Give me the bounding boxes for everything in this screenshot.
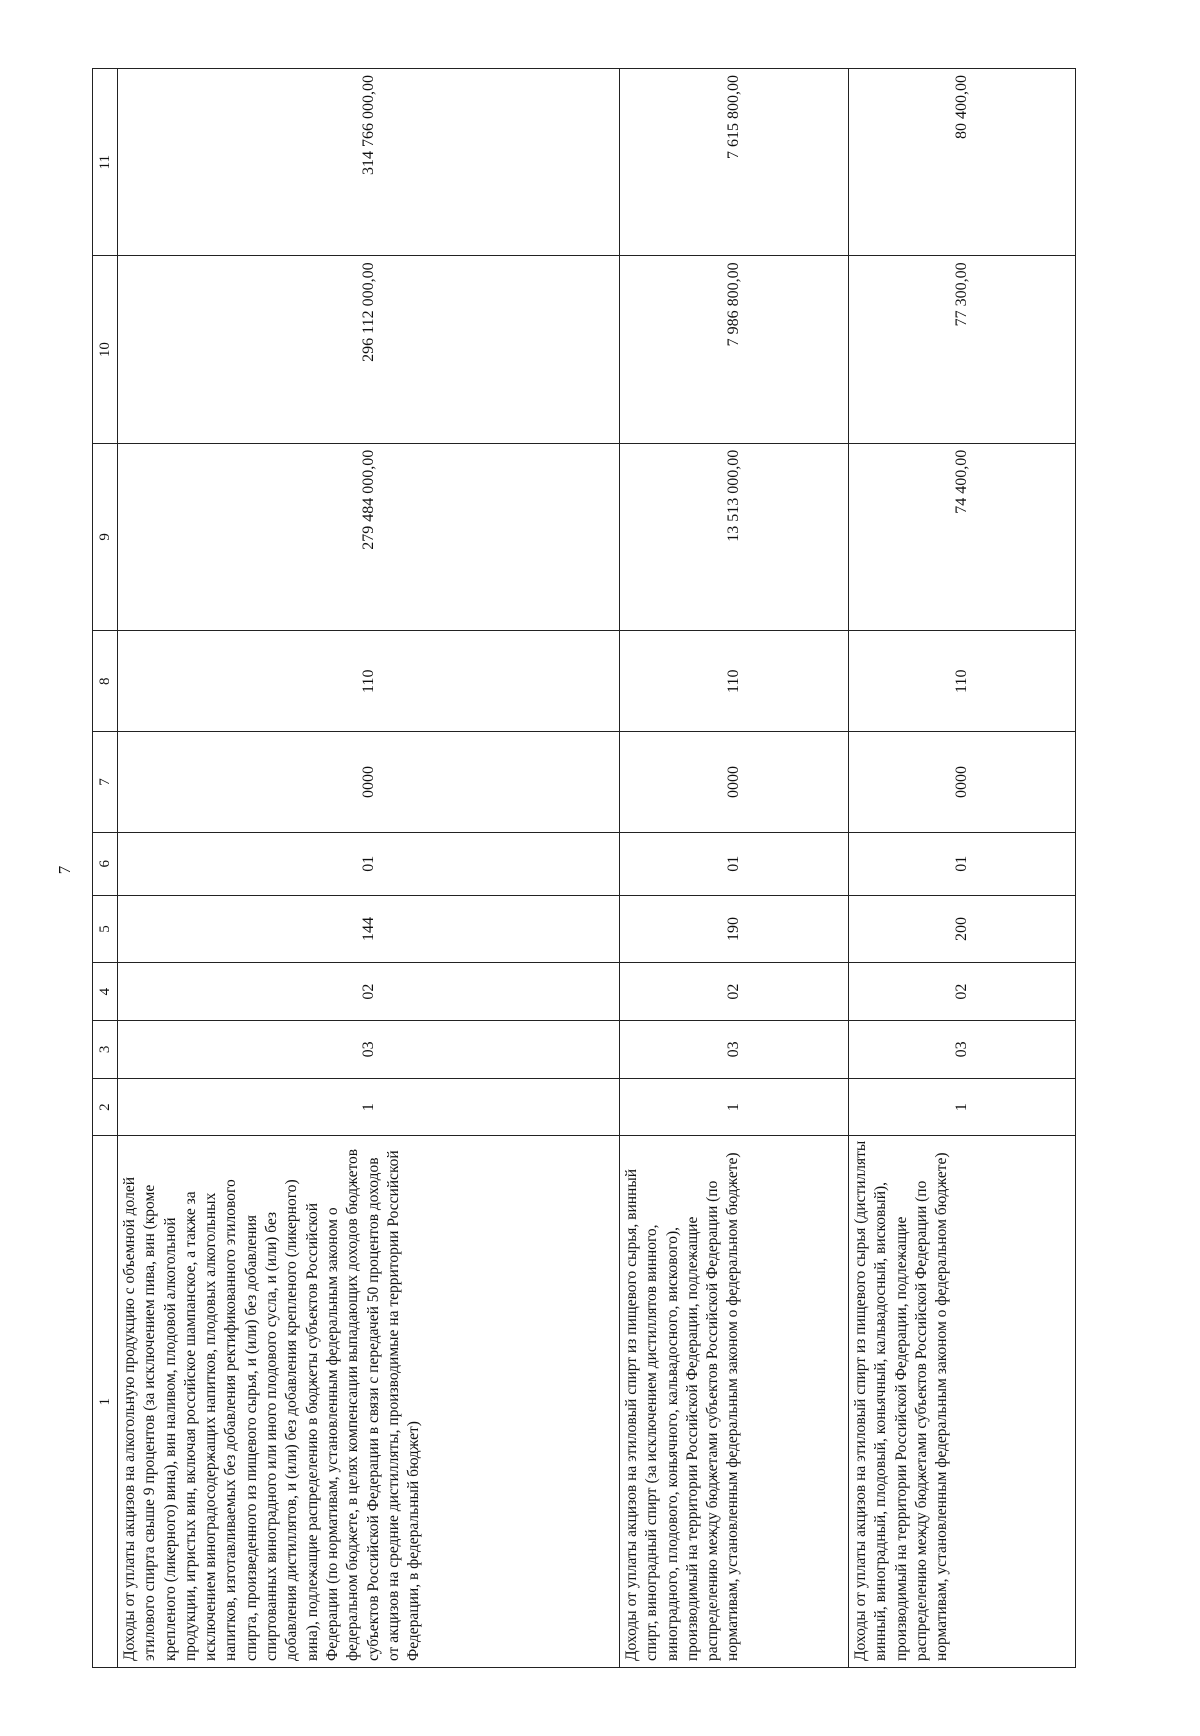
row-description: Доходы от уплаты акцизов на алкогольную продукцию с объемной долей этилового спирта свыше 9 процентов (за исключением пива, вин (кроме крепленого (ликерного) вина), вин наливом, плодовой алкогольной продукции, игристых вин, включая российское шампанское, а также за исключением виноградосодержащих напитков, плодовых алкогольных напитков, изготавливаемых без добавления ректификованного этилового спирта, произведенного из пищевого сырья, и (или) без добавления спиртованных виноградного или иного плодового сусла, и (или) без добавления дистиллятов, и (или) без добавления крепленого (ликерного) вина), подлежащие распределению в бюджеты субъектов Российской Федерации (по нормативам, установленным федеральным законом о федеральном бюджете, в целях компенсации выпадающих доходов бюджетов субъектов Российской Федерации в связи с передачей 50 процентов доходов от акцизов на средние дистилляты, производимые на территории Российской Федерации, в федеральный бюджет) xyxy=(118,1136,620,1668)
page-number: 7 xyxy=(55,865,74,875)
code-cell: 03 xyxy=(620,1021,849,1079)
code-cell: 1 xyxy=(849,1078,1076,1136)
code-cell: 02 xyxy=(620,963,849,1021)
column-header: 1 xyxy=(93,1136,118,1668)
code-cell: 03 xyxy=(849,1021,1076,1079)
column-header: 2 xyxy=(93,1078,118,1136)
code-cell: 01 xyxy=(849,832,1076,895)
amount-cell: 77 300,00 xyxy=(849,256,1076,443)
code-cell: 1 xyxy=(118,1078,620,1136)
amount-cell: 7 986 800,00 xyxy=(620,256,849,443)
code-cell: 02 xyxy=(849,963,1076,1021)
code-cell: 0000 xyxy=(620,732,849,832)
code-cell: 110 xyxy=(620,631,849,732)
code-cell: 01 xyxy=(620,832,849,895)
column-header: 3 xyxy=(93,1021,118,1079)
revenue-table xyxy=(92,68,1076,1668)
code-cell: 01 xyxy=(118,832,620,895)
column-header: 11 xyxy=(93,69,118,256)
column-header: 8 xyxy=(93,631,118,732)
code-cell: 1 xyxy=(620,1078,849,1136)
code-cell: 110 xyxy=(849,631,1076,732)
column-header: 9 xyxy=(93,443,118,630)
column-header: 10 xyxy=(93,256,118,443)
column-header: 7 xyxy=(93,732,118,832)
table-row xyxy=(849,69,1076,1668)
code-cell: 02 xyxy=(118,963,620,1021)
amount-cell: 7 615 800,00 xyxy=(620,69,849,256)
table-row xyxy=(620,69,849,1668)
row-description: Доходы от уплаты акцизов на этиловый спирт из пищевого сырья, винный спирт, виноградный спирт (за исключением дистиллятов винного, виноградного, плодового, коньячного, кальвадосного, вискового), производимый на территории Российской Федерации, подлежащие распределению между бюджетами субъектов Российской Федерации (по нормативам, установленным федеральным законом о федеральном бюджете) xyxy=(620,1136,849,1668)
revenue-table-container xyxy=(92,68,1060,1668)
code-cell: 03 xyxy=(118,1021,620,1079)
column-header: 4 xyxy=(93,963,118,1021)
code-cell: 110 xyxy=(118,631,620,732)
code-cell: 0000 xyxy=(849,732,1076,832)
column-header: 6 xyxy=(93,832,118,895)
row-description: Доходы от уплаты акцизов на этиловый спирт из пищевого сырья (дистилляты винный, виноградный, плодовый, коньячный, кальвадосный, висковый), производимый на территории Российской Федерации, подлежащие распределению между бюджетами субъектов Российской Федерации (по нормативам, установленным федеральным законом о федеральном бюджете) xyxy=(849,1136,1076,1668)
amount-cell: 314 766 000,00 xyxy=(118,69,620,256)
code-cell: 144 xyxy=(118,895,620,963)
amount-cell: 74 400,00 xyxy=(849,443,1076,630)
code-cell: 190 xyxy=(620,895,849,963)
table-header-row xyxy=(93,69,118,1668)
column-header: 5 xyxy=(93,895,118,963)
amount-cell: 279 484 000,00 xyxy=(118,443,620,630)
amount-cell: 13 513 000,00 xyxy=(620,443,849,630)
amount-cell: 80 400,00 xyxy=(849,69,1076,256)
amount-cell: 296 112 000,00 xyxy=(118,256,620,443)
table-row xyxy=(118,69,620,1668)
code-cell: 200 xyxy=(849,895,1076,963)
code-cell: 0000 xyxy=(118,732,620,832)
